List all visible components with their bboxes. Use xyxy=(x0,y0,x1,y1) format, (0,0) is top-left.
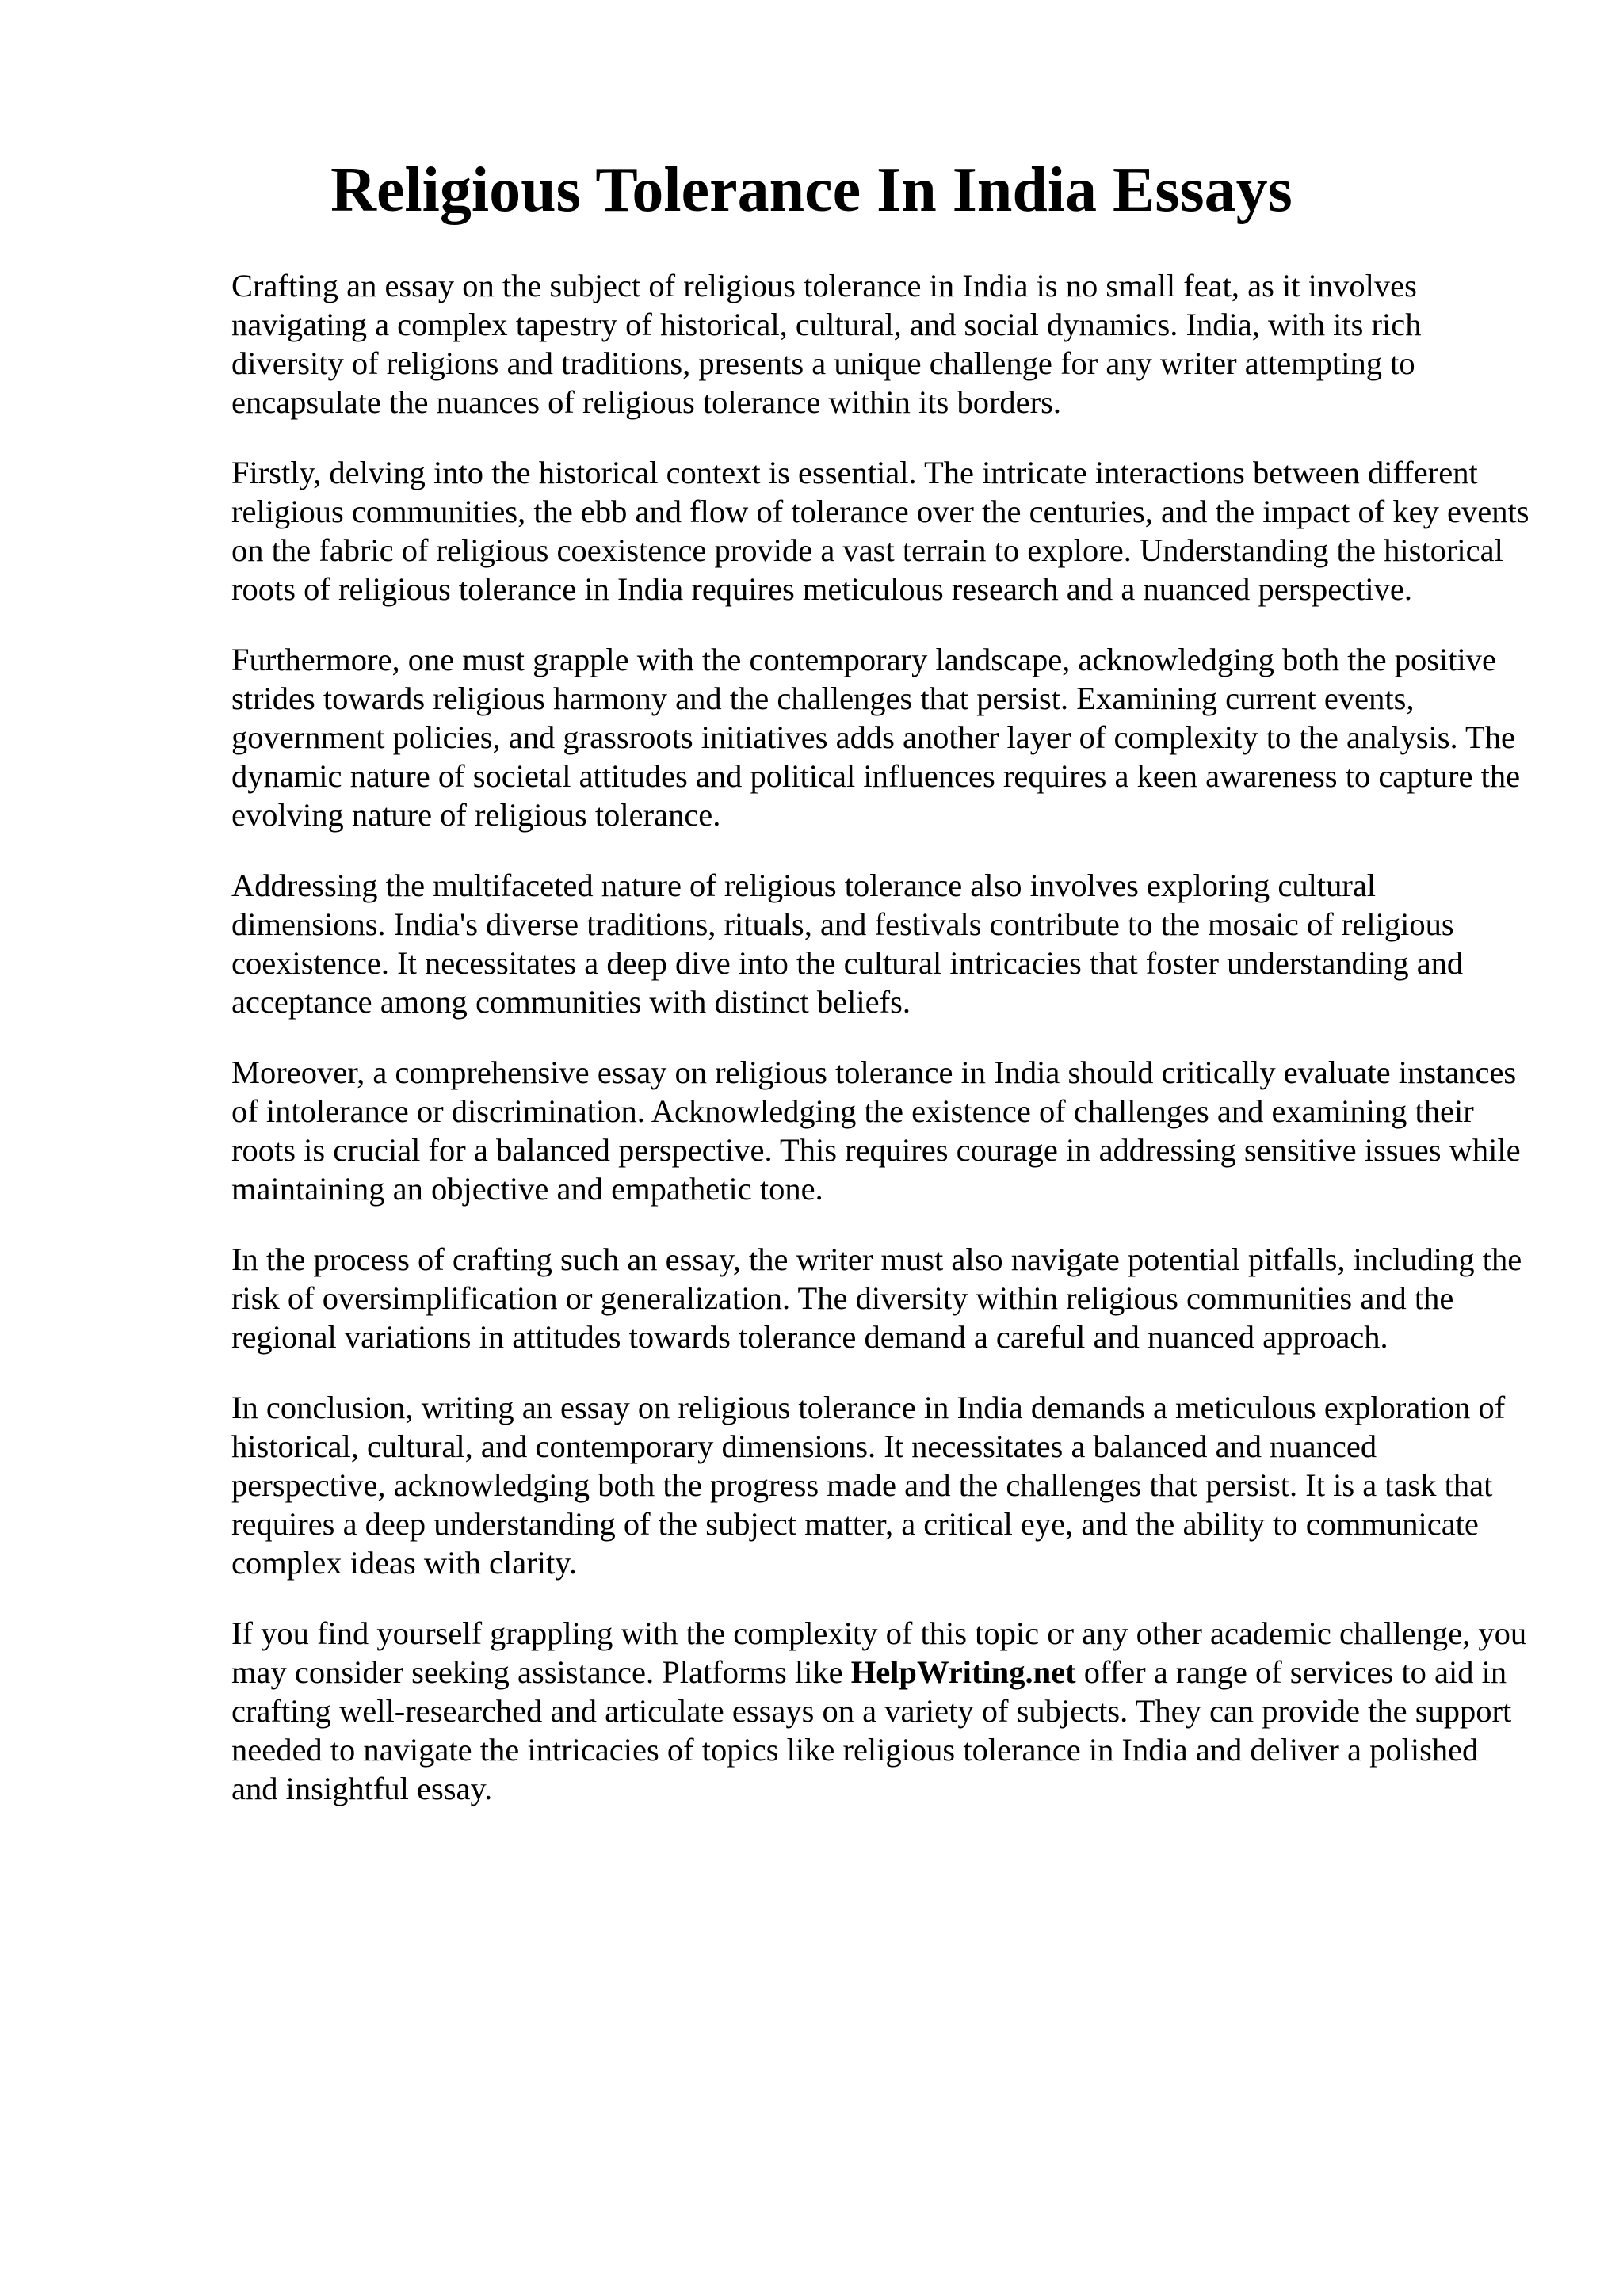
paragraph-contemporary-landscape: Furthermore, one must grapple with the contemporary landscape, acknowledging both the positive strides towards religious harmony and the challenges that persist. Examining current events, government policies, and grassroots initiatives adds another layer of complexity to the analysis. The dynamic nature of societal attitudes and political influences requires a keen awareness to capture the evolving nature of religious tolerance. xyxy=(231,642,1521,833)
paragraph-intro: Crafting an essay on the subject of religious tolerance in India is no small feat, as it involves navigating a complex tapestry of historical, cultural, and social dynamics. India, with its rich diversity of religions and traditions, presents a unique challenge for any writer attempting to encapsulate the nuances of religious tolerance within its borders. xyxy=(231,268,1422,420)
document-title: Religious Tolerance In India Essays xyxy=(330,155,1293,225)
paragraph-historical-context: Firstly, delving into the historical context is essential. The intricate interactions between different religious communities, the ebb and flow of tolerance over the centuries, and the impact of key events on the fabric of religious coexistence provide a vast terrain to explore. Understanding the historical roots of religious tolerance in India requires meticulous research and a nuanced perspective. xyxy=(231,455,1529,607)
document-body xyxy=(231,266,1531,1840)
paragraph-pitfalls: In the process of crafting such an essay, the writer must also navigate potential pitfalls, including the risk of oversimplification or generalization. The diversity within religious communities and the regional variations in attitudes towards tolerance demand a careful and nuanced approach. xyxy=(231,1241,1522,1355)
paragraph-cultural-dimensions: Addressing the multifaceted nature of religious tolerance also involves exploring cultural dimensions. India's diverse traditions, rituals, and festivals contribute to the mosaic of religious coexistence. It necessitates a deep dive into the cultural intricacies that foster understanding and acceptance among communities with distinct beliefs. xyxy=(231,868,1464,1020)
assistance-text-after: offer a range of services to aid in crafting well-researched and articulate essays on a variety of subjects. They can provide the support needed to navigate the intricacies of topics like religious tolerance in India and deliver a polished and insightful essay. xyxy=(231,1654,1512,1806)
brand-link[interactable]: HelpWriting.net xyxy=(850,1654,1076,1690)
paragraph-intolerance: Moreover, a comprehensive essay on religious tolerance in India should critically evaluate instances of intolerance or discrimination. Acknowledging the existence of challenges and examining their roots is crucial for a balanced perspective. This requires courage in addressing sensitive issues while maintaining an objective and empathetic tone. xyxy=(231,1055,1521,1207)
assistance-text-before: If you find yourself grappling with the complexity of this topic or any other academic challenge, you may consider seeking assistance. Platforms like xyxy=(231,1615,1527,1690)
paragraph-conclusion: In conclusion, writing an essay on religious tolerance in India demands a meticulous exploration of historical, cultural, and contemporary dimensions. It necessitates a balanced and nuanced perspective, acknowledging both the progress made and the challenges that persist. It is a task that requires a deep understanding of the subject matter, a critical eye, and the ability to communicate complex ideas with clarity. xyxy=(231,1390,1506,1581)
paragraph-assistance xyxy=(231,1614,1531,1808)
